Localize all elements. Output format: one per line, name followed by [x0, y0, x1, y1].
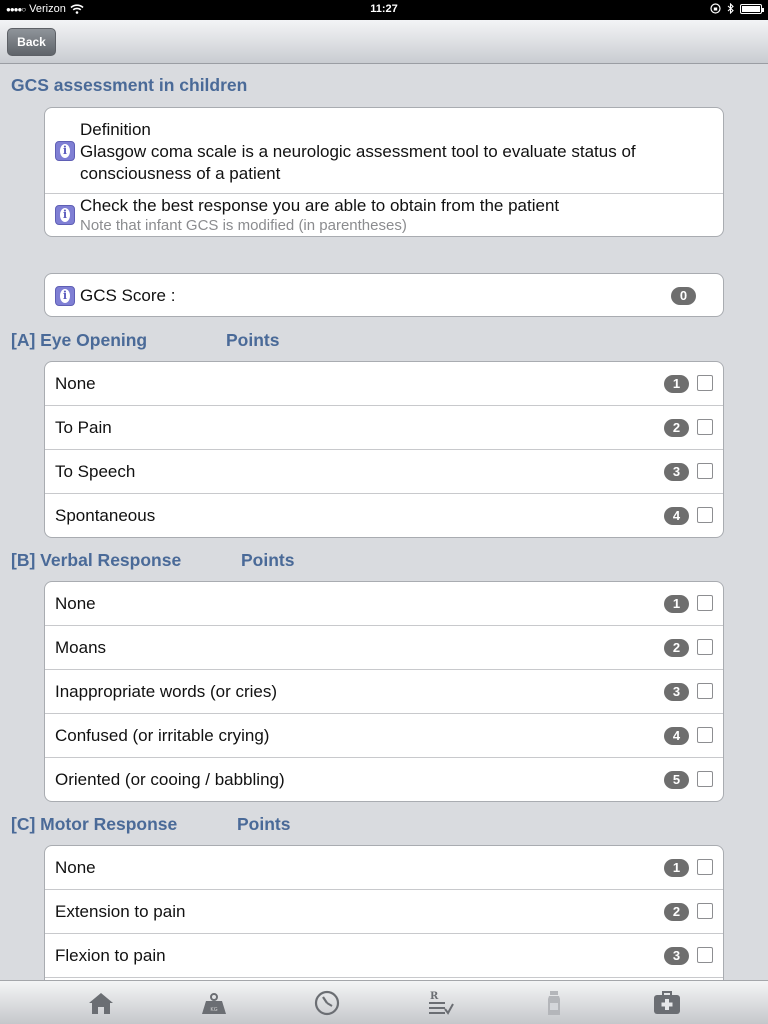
option-label: None: [55, 594, 96, 613]
checkbox[interactable]: [697, 683, 713, 699]
content-area: [0, 64, 768, 980]
option-label: None: [55, 858, 96, 877]
instruction-row[interactable]: [45, 194, 723, 237]
verbal-option-oriented[interactable]: [45, 758, 723, 802]
clock: 11:27: [370, 3, 398, 15]
option-label: Extension to pain: [55, 902, 186, 921]
points-badge: 3: [664, 683, 689, 701]
option-label: Oriented (or cooing / babbling): [55, 770, 285, 789]
svg-text:R: R: [430, 991, 439, 1002]
page-title: GCS assessment in children: [11, 75, 248, 95]
option-label: Inappropriate words (or cries): [55, 682, 278, 701]
info-icon[interactable]: [55, 141, 75, 161]
signal-strength-icon: ●●●●○: [6, 4, 26, 14]
gcs-score-row[interactable]: [44, 273, 724, 317]
eye-opening-points-header: Points: [226, 330, 280, 350]
points-badge: 3: [664, 463, 689, 481]
weight-icon[interactable]: [199, 989, 229, 1017]
points-badge: 4: [664, 507, 689, 525]
option-label: Confused (or irritable crying): [55, 726, 270, 745]
info-icon[interactable]: [55, 286, 75, 306]
battery-icon: [740, 4, 762, 14]
info-group: [44, 107, 724, 237]
eye-opening-header: [A] Eye Opening: [11, 330, 148, 350]
points-badge: 2: [664, 903, 689, 921]
carrier-name: Verizon: [29, 3, 66, 15]
definition-row[interactable]: [45, 108, 723, 194]
bluetooth-icon: [727, 3, 734, 14]
motor-option-flexion-to-pain[interactable]: [45, 934, 723, 978]
medicine-bottle-icon[interactable]: [539, 989, 569, 1017]
back-button[interactable]: Back: [7, 28, 56, 56]
points-badge: 2: [664, 419, 689, 437]
option-label: To Speech: [55, 462, 136, 481]
option-label: Spontaneous: [55, 506, 156, 525]
eye-opening-list: [44, 361, 724, 538]
points-badge: 1: [664, 375, 689, 393]
definition-line-1: Glasgow coma scale is a neurologic assessment tool to evaluate status of: [80, 142, 636, 161]
eye-option-to-pain[interactable]: [45, 406, 723, 450]
status-bar: [0, 0, 768, 20]
tab-bar: [0, 980, 768, 1024]
option-label: To Pain: [55, 418, 112, 437]
gcs-score-label: GCS Score :: [80, 286, 176, 305]
home-icon[interactable]: [86, 989, 116, 1017]
definition-line-2: consciousness of a patient: [80, 164, 281, 183]
option-label: None: [55, 374, 96, 393]
verbal-option-none[interactable]: [45, 582, 723, 626]
checkbox[interactable]: [697, 419, 713, 435]
first-aid-kit-icon[interactable]: [652, 989, 682, 1017]
verbal-option-moans[interactable]: [45, 626, 723, 670]
points-badge: 2: [664, 639, 689, 657]
prescription-list-icon[interactable]: [425, 989, 455, 1017]
checkbox[interactable]: [697, 639, 713, 655]
instruction-text: Check the best response you are able to obtain from the patient: [80, 196, 560, 215]
checkbox[interactable]: [697, 727, 713, 743]
motor-response-header: [C] Motor Response: [11, 814, 178, 834]
motor-response-list: [44, 845, 724, 980]
points-badge: 1: [664, 859, 689, 877]
definition-title: Definition: [80, 120, 151, 139]
instruction-note: Note that infant GCS is modified (in parentheses): [80, 217, 407, 234]
points-badge: 1: [664, 595, 689, 613]
option-label: Flexion to pain: [55, 946, 166, 965]
checkbox[interactable]: [697, 771, 713, 787]
checkbox[interactable]: [697, 375, 713, 391]
navigation-bar: [0, 20, 768, 64]
gcs-score-badge: 0: [671, 287, 696, 305]
verbal-option-confused[interactable]: [45, 714, 723, 758]
verbal-response-header: [B] Verbal Response: [11, 550, 182, 570]
verbal-response-points-header: Points: [241, 550, 295, 570]
checkbox[interactable]: [697, 463, 713, 479]
checkbox[interactable]: [697, 947, 713, 963]
checkbox[interactable]: [697, 903, 713, 919]
timer-icon[interactable]: [312, 989, 342, 1017]
svg-text:KG: KG: [210, 1007, 218, 1013]
points-badge: 3: [664, 947, 689, 965]
points-badge: 4: [664, 727, 689, 745]
info-icon[interactable]: [55, 205, 75, 225]
eye-option-none[interactable]: [45, 362, 723, 406]
eye-option-spontaneous[interactable]: [45, 494, 723, 538]
checkbox[interactable]: [697, 595, 713, 611]
eye-option-to-speech[interactable]: [45, 450, 723, 494]
verbal-response-list: [44, 581, 724, 802]
checkbox[interactable]: [697, 859, 713, 875]
motor-option-extension-to-pain[interactable]: [45, 890, 723, 934]
points-badge: 5: [664, 771, 689, 789]
motor-response-points-header: Points: [237, 814, 291, 834]
verbal-option-inappropriate-words[interactable]: [45, 670, 723, 714]
checkbox[interactable]: [697, 507, 713, 523]
option-label: Moans: [55, 638, 107, 657]
orientation-lock-icon: [710, 3, 721, 14]
motor-option-none[interactable]: [45, 846, 723, 890]
